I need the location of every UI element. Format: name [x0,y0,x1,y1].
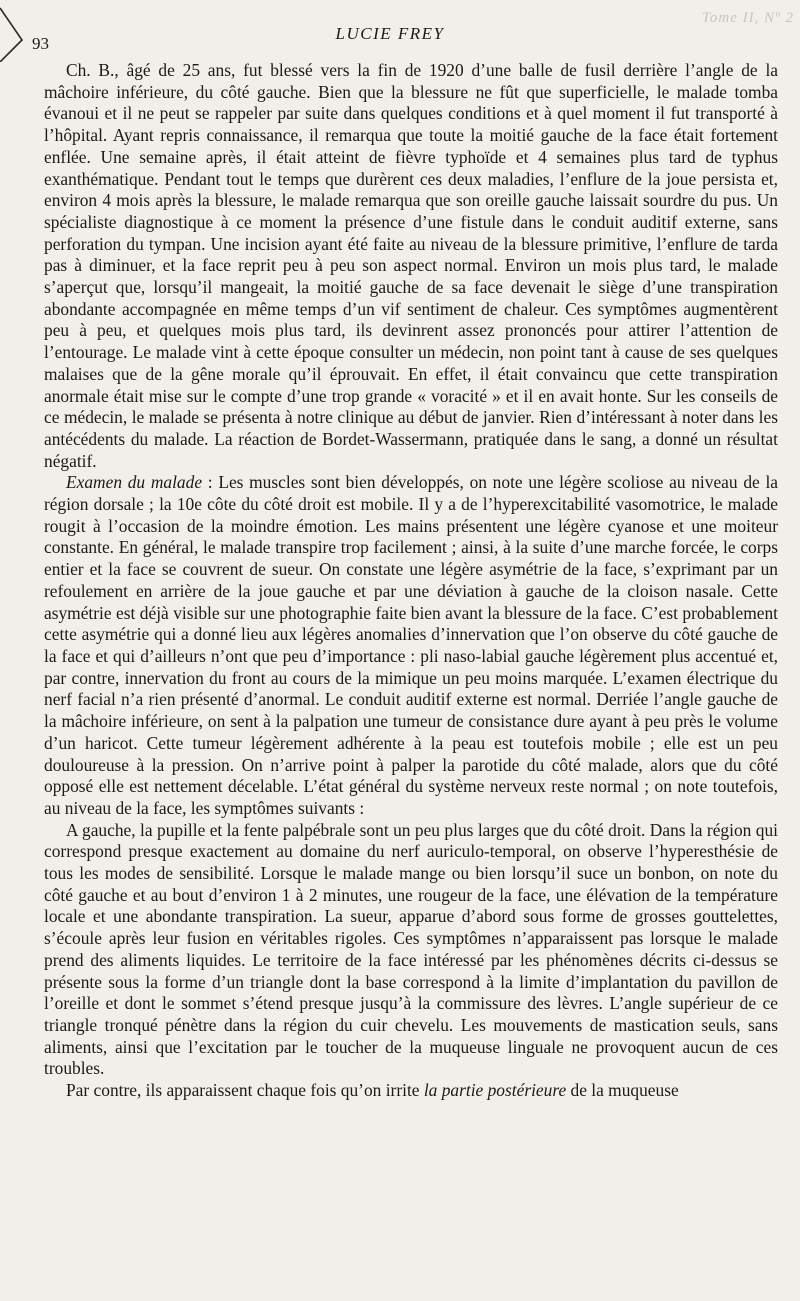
paragraph-text: Ch. B., âgé de 25 ans, fut blessé vers la fin de 1920 d’une balle de fusil derrière l’angle de la mâchoire inférieure, du côté gauche. Bien que la blessure ne fût que superficielle, le malade tomba évanoui et il ne peut se rappeler par suite dans quelques conditions et à quel moment il fut transporté à l’hôpital. Ayant repris connaissance, il remarqua que toute la moitié gauche de la face était fortement enflée. Une semaine après, il était atteint de fièvre typhoïde et 4 semaines plus tard de typhus exanthématique. Pendant tout le temps que durèrent ces deux maladies, l’enflure de la joue persista et, environ 4 mois après la blessure, le malade remarqua que son oreille gauche laissait sourdre du pus. Un spécialiste diagnostique à ce moment la présence d’une fistule dans le conduit auditif externe, sans perforation du tympan. Une incision ayant été faite au niveau de la blessure primitive, l’enflure de tarda pas à diminuer, et la face reprit peu à peu son aspect normal. Environ un mois plus tard, le malade s’aperçut que, lorsqu’il mangeait, la moitié gauche de sa face devenait le siège d’une transpiration abondante accompagnée en même temps d’un vif sentiment de chaleur. Ces symptômes augmentèrent peu à peu, et quelques mois plus tard, ils devinrent assez prononcés pour attirer l’attention de l’entourage. Le malade vint à cette époque consulter un médecin, non point tant à cause de ses quelques malaises que de la gêne morale qu’il éprouvait. En effet, il était convaincu que cette transpiration anormale était mise sur le compte d’une trop grande « voracité » et il en avait honte. Sur les conseils de ce médecin, le malade se présenta à notre clinique au début de janvier. Rien d’intéressant à noter dans les antécédents du malade. La réaction de Bordet-Wassermann, pratiquée dans le sang, a donné un résultat négatif. [44,60,778,471]
section-lead-italic: Examen du malade [66,472,203,493]
paragraph-symptoms [44,820,778,1080]
bleed-through-text: Tome II, Nº 2 [701,10,794,26]
paragraph-case-history [44,60,778,472]
page-number: 93 [32,34,49,53]
paragraph-text: A gauche, la pupille et la fente palpébrale sont un peu plus larges que du côté droit. Dans la région qui correspond presque exactement au domaine du nerf auriculo-temporal, on observe l’hyperesthésie de tous les modes de sensibilité. Lorsque le malade mange ou bien lorsqu’il suce un bonbon, on note du côté gauche et au bout d’environ 1 à 2 minutes, une rougeur de la face, une élévation de la température locale et une abondante transpiration. La sueur, apparue d’abord sous forme de grosses gouttelettes, s’écoule après leur fusion en véritables rigoles. Ces symptômes n’apparaissent pas lorsque le malade prend des aliments liquides. Le territoire de la face intéressé par les phénomènes décrits ci-dessus se présente sous la forme d’un triangle dont la base correspond à la limite d’implantation du pavillon de l’oreille et dont le sommet s’étend presque jusqu’à la commissure des lèvres. L’angle supérieur de ce triangle tronqué pénètre dans la région du cuir chevelu. Les mouvements de mastication seuls, sans aliments, ainsi que l’excitation par le toucher de la muqueuse linguale ne provoquent aucun de ces troubles. [44,819,778,1079]
article-body [44,60,778,1102]
running-title: LUCIE FREY [335,24,445,43]
paragraph-text: Par contre, ils apparaissent chaque fois qu’on irrite [66,1080,424,1101]
inline-italic-phrase: la partie postérieure [423,1080,567,1101]
paragraph-continuation [44,1080,778,1102]
paragraph-examination [44,472,778,819]
paragraph-text: : Les muscles sont bien développés, on note une légère scoliose au niveau de la région dorsale ; la 10e côte du côté droit est mobile. Il y a de l’hyperexcitabilité vasomotrice, le malade rougit à l’occasion de la moindre émotion. Les mains présentent une légère cyanose et une moiteur constante. En général, le malade transpire trop facilement ; ainsi, à la suite d’une marche forcée, le corps entier et la face se couvrent de sueur. On constate une légère asymétrie de la face, s’exprimant par un refoulement en arrière de la joue gauche et par une déviation à gauche de la cloison nasale. Cette asymétrie est déjà visible sur une photographie faite bien avant la blessure de la face. C’est probablement cette asymétrie qui a donné lieu aux légères anomalies d’innervation que l’on observe du côté gauche de la face et qui d’ailleurs n’ont que peu d’importance : pli naso-labial gauche légèrement plus accentué et, par contre, innervation du front au cours de la mimique un peu moins marquée. L’examen électrique du nerf facial n’a rien présenté d’anormal. Le conduit auditif externe est normal. Derriée l’angle gauche de la mâchoire inférieure, on sent à la palpation une tumeur de consistance dure ayant à peu près le volume d’un haricot. Cette tumeur légèrement adhérente à la peau est toutefois mobile ; elle est un peu douloureuse à la pression. On n’arrive point à palper la parotide du côté malade, alors que du côté opposé elle est nettement décelable. L’état général du système nerveux reste normal ; on note toutefois, au niveau de la face, les symptômes suivants : [44,472,779,818]
page-header [0,24,800,53]
paragraph-text-end: de la muqueuse [566,1080,679,1101]
